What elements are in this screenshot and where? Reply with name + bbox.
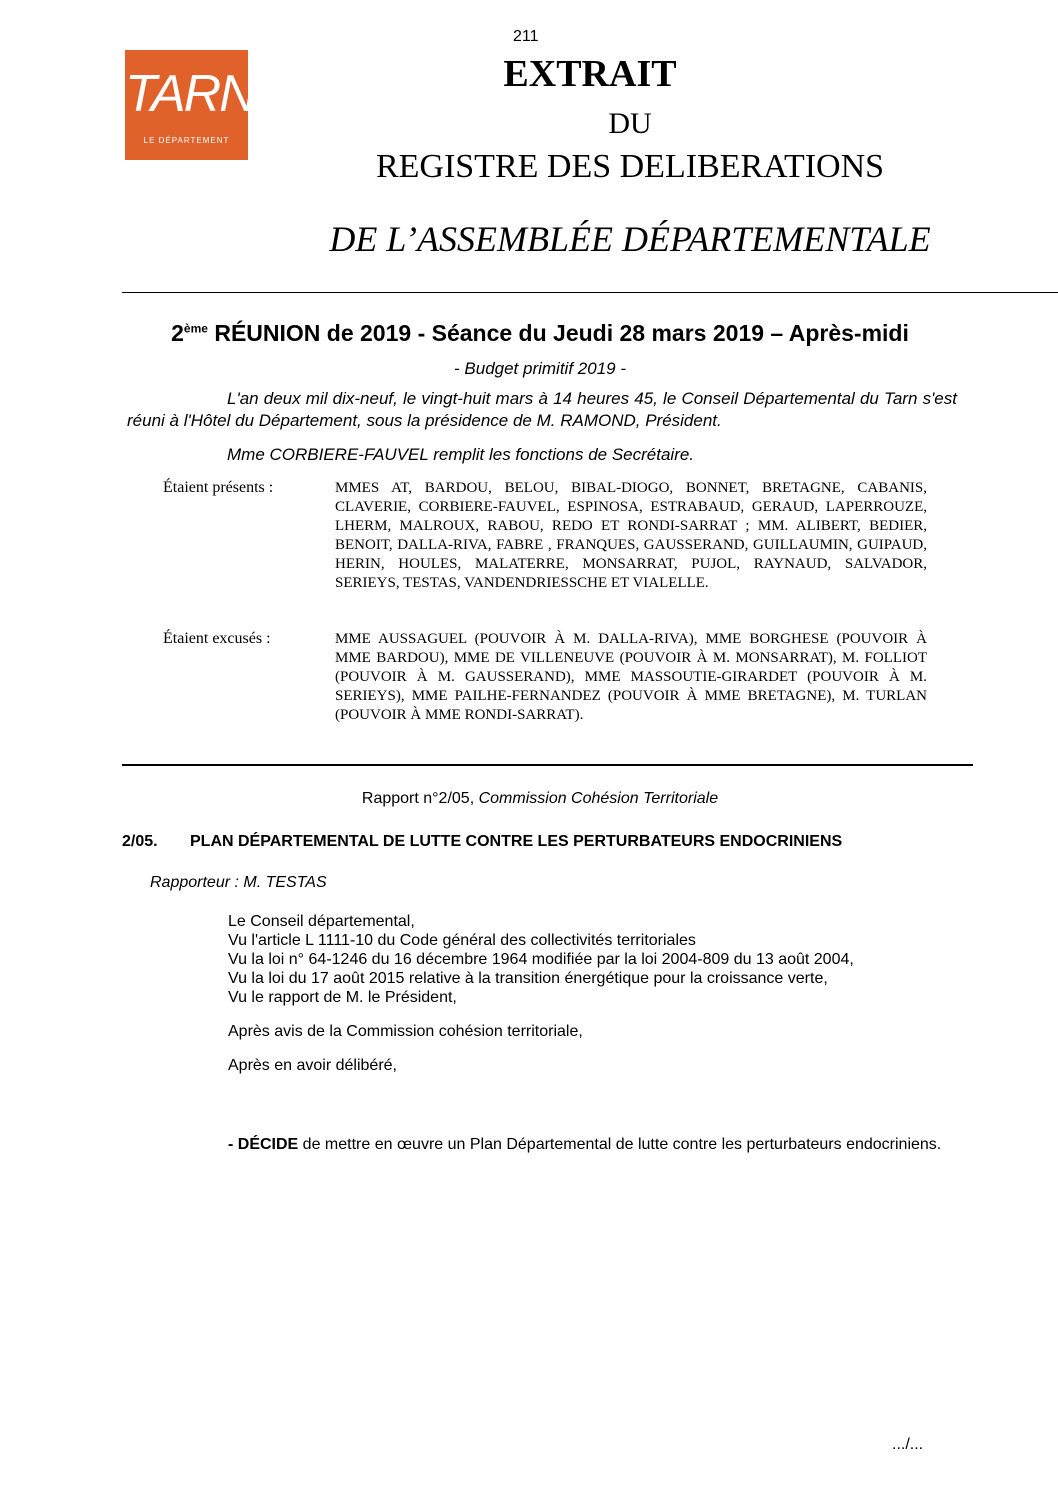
continued-marker: .../... [892,1436,924,1453]
heading-extrait: EXTRAIT [503,53,677,95]
report-prefix: Rapport n°2/05, [361,790,479,807]
present-label: Étaient présents : [163,479,274,496]
heading-registre: REGISTRE DES DELIBERATIONS [375,148,885,185]
page-number: 211 [513,28,539,45]
top-divider [122,292,1058,293]
heading-du: DU [608,107,652,140]
budget-subtitle: - Budget primitif 2019 - [454,359,626,378]
deliberation-body [228,912,958,1075]
meeting-number-suffix: ème [183,321,208,336]
meeting-title [122,320,958,347]
intro-paragraph: L'an deux mil dix-neuf, le vingt-huit mars à 14 heures 45, le Conseil Départemental du Tarn s'est réuni à l'Hôtel du Département, sous la présidence de M. RAMOND, Président. [127,389,957,430]
report-commission: Commission Cohésion Territoriale [478,790,719,807]
logo-word: TARN [125,65,255,123]
logo-subtitle: LE DÉPARTEMENT [143,136,230,145]
excused-names: MME AUSSAGUEL (POUVOIR À M. DALLA-RIVA), MME BORGHESE (POUVOIR À MME BARDOU), MME DE VILLENEUVE (POUVOIR À M. MONSARRAT), M. FOLLIOT (POUVOIR À M. GAUSSERAND), MME MASSOUTIE-GIRARDET (POUVOIR À M. SERIEYS), MME PAILHE-FERNANDEZ (POUVOIR À MME BRETAGNE), M. TURLAN (POUVOIR À MME RONDI-SARRAT). [335,631,927,723]
body-line-article: Vu l'article L 1111-10 du Code général des collectivités territoriales [228,932,696,949]
body-line-loi-2015: Vu la loi du 17 août 2015 relative à la transition énergétique pour la croissance verte, [228,970,828,987]
tarn-logo [125,50,255,160]
secretary-line: Mme CORBIERE-FAUVEL remplit les fonctions de Secrétaire. [227,445,695,464]
middle-divider [122,764,973,766]
body-line-delibere: Après en avoir délibéré, [228,1057,397,1074]
report-reference [122,790,958,808]
meeting-number: 2 [171,320,184,346]
body-line-conseil: Le Conseil départemental, [228,913,415,930]
heading-assemblee: DE L’ASSEMBLÉE DÉPARTEMENTALE [329,219,931,259]
decide-text: de mettre en œuvre un Plan Départemental de lutte contre les perturbateurs endocriniens. [298,1136,942,1153]
present-names: MMES AT, BARDOU, BELOU, BIBAL-DIOGO, BONNET, BRETAGNE, CABANIS, CLAVERIE, CORBIERE-FAUVEL, ESPINOSA, ESTRABAUD, GERAUD, LAPERROUZE, LHERM, MALROUX, RABOU, REDO ET RONDI-SARRAT ; MM. ALIBERT, BEDIER, BENOIT, DALLA-RIVA, FABRE , FRANQUES, GAUSSERAND, GUILLAUMIN, GUIPAUD, HERIN, HOULES, MALATERRE, MONSARRAT, PUJOL, RAYNAUD, SALVADOR, SERIEYS, TESTAS, VANDENDRIESSCHE ET VIALELLE. [335,480,927,591]
plan-title: PLAN DÉPARTEMENTAL DE LUTTE CONTRE LES PERTURBATEURS ENDOCRINIENS [190,833,843,850]
body-line-rapport: Vu le rapport de M. le Président, [228,989,457,1006]
meeting-title-text: RÉUNION de 2019 - Séance du Jeudi 28 mars 2019 – Après-midi [207,320,909,346]
body-line-avis: Après avis de la Commission cohésion territoriale, [228,1023,583,1040]
decision-paragraph [122,1135,958,1155]
body-line-loi-1964: Vu la loi n° 64-1246 du 16 décembre 1964 modifiée par la loi 2004-809 du 13 août 2004, [228,951,854,968]
plan-number: 2/05. [122,833,158,850]
decide-keyword: - DÉCIDE [228,1136,299,1153]
excused-label: Étaient excusés : [163,630,271,647]
rapporteur: Rapporteur : M. TESTAS [150,874,327,891]
